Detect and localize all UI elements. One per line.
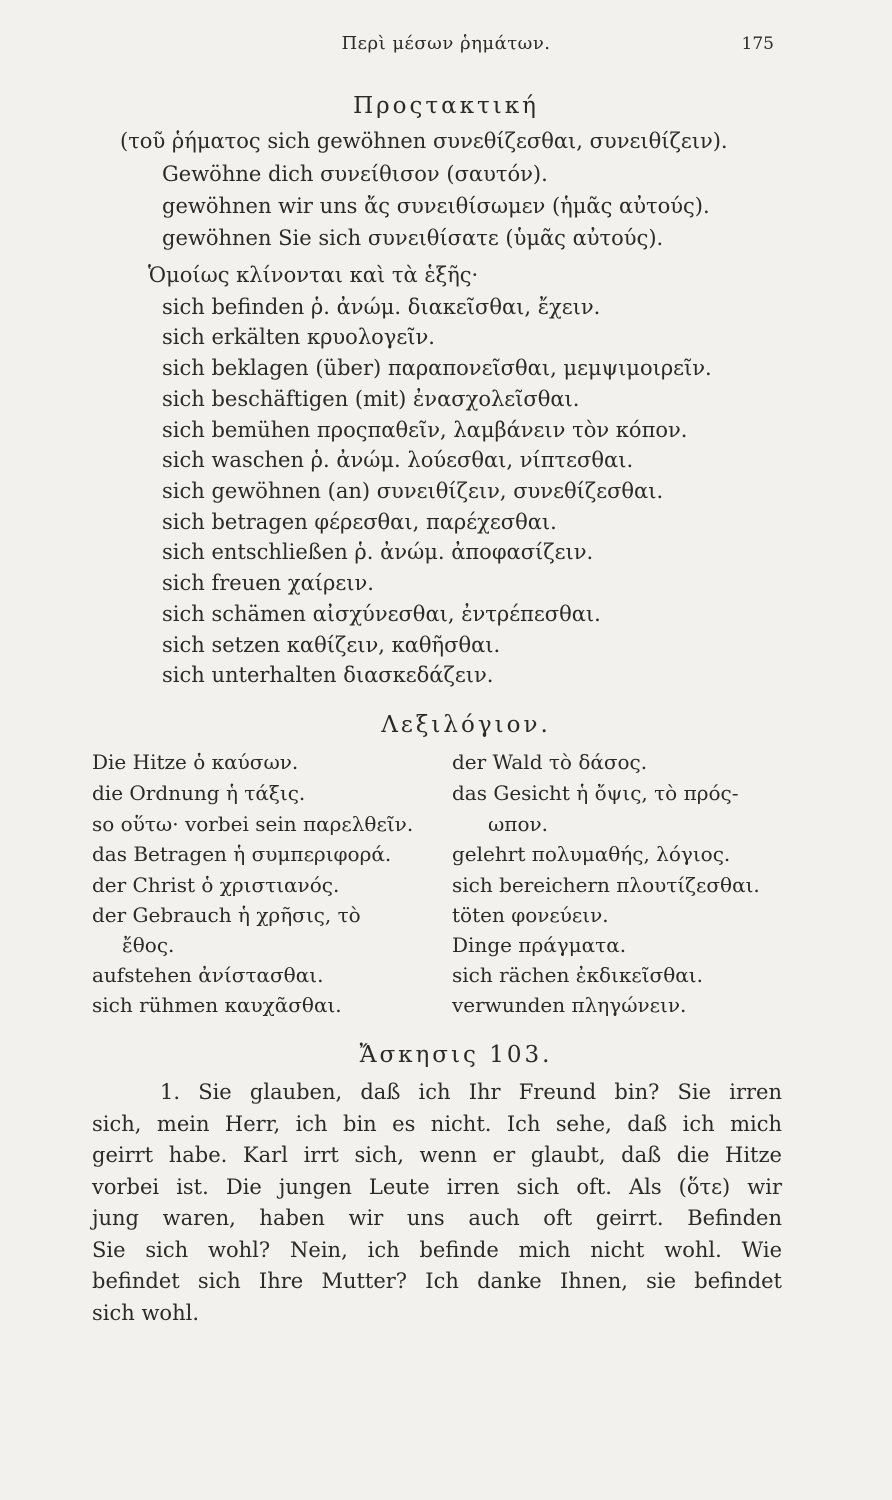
verb-entry: sich setzen καθίζειν, καθῆσθαι. [162,633,501,657]
imperative-line: gewöhnen wir uns ἄς συνειθίσωμεν (ἡμᾶς αὐτούς). [162,194,710,218]
vocab-left-entry: Die Hitze ὁ καύσων. [92,750,299,774]
similar-intro: Ὁμοίως κλίνονται καὶ τὰ ἑξῆς· [148,263,479,287]
verb-entry: sich befinden ῥ. ἀνώμ. διακεῖσθαι, ἔχειν. [162,295,601,319]
vocab-right-entry: töten φονεύειν. [452,903,609,927]
exercise-line: geirrt habe. Karl irrt sich, wenn er glaubt, daß die Hitze [92,1143,782,1167]
vocab-left-entry: sich rühmen καυχᾶσθαι. [92,993,342,1017]
vocabulary-heading: Λεξιλόγιον. [381,712,551,738]
vocab-right-entry: sich rächen ἐκδικεῖσθαι. [452,963,703,987]
verb-entry: sich erkälten κρυολογεῖν. [162,325,435,349]
verb-entry: sich waschen ῥ. ἀνώμ. λούεσθαι, νίπτεσθαι. [162,448,634,472]
page-number: 175 [741,34,774,54]
vocab-left-entry: aufstehen ἀνίστασθαι. [92,963,324,987]
exercise-heading: Ἄσκησις 103. [359,1042,553,1068]
imperative-line: (τοῦ ῥήματος sich gewöhnen συνεθίζεσθαι, συνειθίζειν). [120,129,728,153]
vocab-right-entry: verwunden πληγώνειν. [452,993,687,1017]
verb-entry: sich freuen χαίρειν. [162,571,374,595]
exercise-line: vorbei ist. Die jungen Leute irren sich oft. Als (ὅτε) wir [92,1175,782,1199]
vocab-left-entry: der Gebrauch ἡ χρῆσις, τὸ [92,903,361,927]
vocab-right-entry: sich bereichern πλουτίζεσθαι. [452,873,760,897]
exercise-line: jung waren, haben wir uns auch oft geirrt. Befinden [92,1206,782,1230]
vocab-left-entry: der Christ ὁ χριστιανός. [92,873,340,897]
vocab-right-entry: ωπον. [488,812,549,836]
verb-entry: sich schämen αἰσχύνεσθαι, ἐντρέπεσθαι. [162,602,601,626]
exercise-line: sich wohl. [92,1301,199,1325]
vocab-right-entry: das Gesicht ἡ ὄψις, τὸ πρός- [452,781,739,805]
exercise-line: Sie sich wohl? Nein, ich befinde mich nicht wohl. Wie [92,1238,782,1262]
vocab-right-entry: gelehrt πολυμαθής, λόγιος. [452,842,731,866]
vocab-right-entry: der Wald τὸ δάσος. [452,750,648,774]
exercise-line: 1. Sie glauben, daß ich Ihr Freund bin? Sie irren [160,1080,782,1104]
vocab-left-entry: das Betragen ἡ συμπεριφορά. [92,842,392,866]
verb-entry: sich entschließen ῥ. ἀνώμ. ἀποφασίζειν. [162,540,594,564]
verb-entry: sich betragen φέρεσθαι, παρέχεσθαι. [162,510,557,534]
vocab-left-entry: so οὕτω· vorbei sein παρελθεῖν. [92,812,414,836]
vocab-right-entry: Dinge πράγματα. [452,933,627,957]
vocab-left-entry: ἔθος. [122,933,175,957]
running-title: Περὶ μέσων ῥημάτων. [341,33,551,54]
verb-entry: sich beklagen (über) παραπονεῖσθαι, μεμψιμοιρεῖν. [162,356,712,380]
verb-entry: sich beschäftigen (mit) ἐνασχολεῖσθαι. [162,387,580,411]
verb-entry: sich bemühen προςπαθεῖν, λαμβάνειν τὸν κόπον. [162,418,688,442]
imperative-line: Gewöhne dich συνείθισον (σαυτόν). [162,162,548,186]
imperative-line: gewöhnen Sie sich συνειθίσατε (ὑμᾶς αὐτούς). [162,226,664,250]
vocab-left-entry: die Ordnung ἡ τάξις. [92,781,306,805]
exercise-line: befindet sich Ihre Mutter? Ich danke Ihnen, sie befindet [92,1269,782,1293]
exercise-line: sich, mein Herr, ich bin es nicht. Ich sehe, daß ich mich [92,1112,782,1136]
verb-entry: sich unterhalten διασκεδάζειν. [162,663,494,687]
imperative-heading: Προςτακτική [353,93,539,119]
verb-entry: sich gewöhnen (an) συνειθίζειν, συνεθίζεσθαι. [162,479,664,503]
